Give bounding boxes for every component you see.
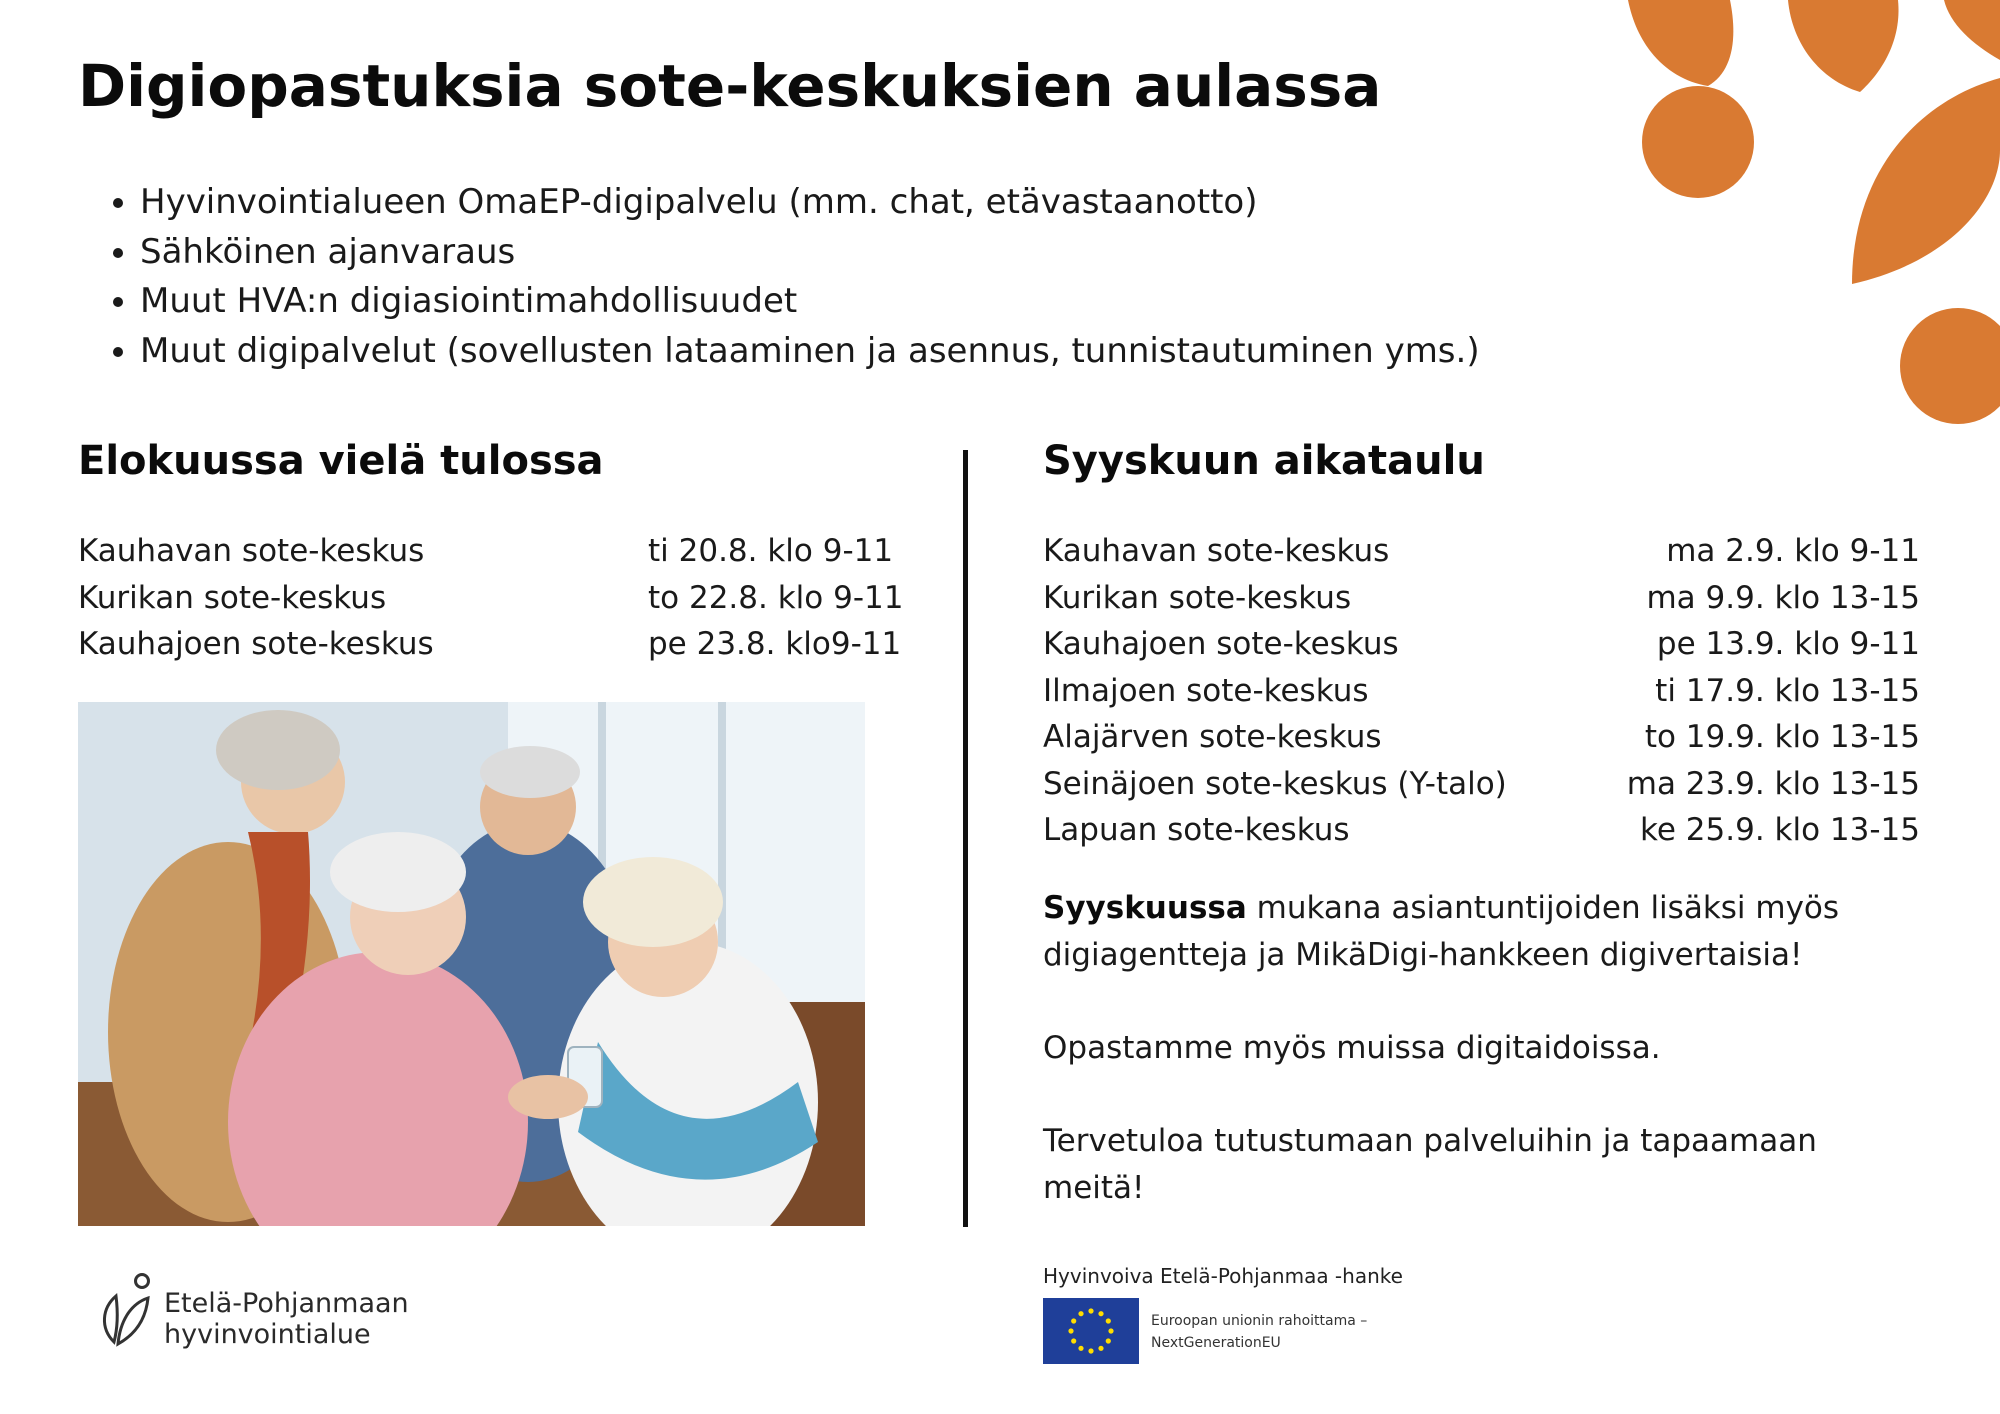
eu-funding-line: NextGenerationEU [1151, 1335, 1281, 1351]
schedule-time: ma 2.9. klo 9-11 [1666, 533, 1920, 569]
org-name [164, 1288, 409, 1350]
schedule-location: Alajärven sote-keskus [1043, 719, 1382, 755]
schedule-location: Kauhavan sote-keskus [78, 533, 425, 569]
schedule-location: Kurikan sote-keskus [1043, 579, 1352, 616]
august-schedule [78, 528, 904, 668]
schedule-time: pe 23.8. klo9-11 [648, 626, 902, 662]
list-item: • Hyvinvointialueen OmaEP-digipalvelu (mm. chat, etävastaanotto) [140, 178, 1480, 228]
list-item: • Sähköinen ajanvaraus [140, 228, 1480, 278]
column-divider [963, 450, 968, 1227]
schedule-location: Kauhavan sote-keskus [1043, 533, 1390, 569]
org-logo [96, 1272, 496, 1352]
september-heading: Syyskuun aikataulu [1043, 438, 1485, 484]
schedule-row [1043, 761, 1920, 808]
org-name-line: Etelä-Pohjanmaan [164, 1288, 409, 1319]
project-label: Hyvinvoiva Etelä-Pohjanmaa -hanke [1043, 1264, 1403, 1288]
page-title: Digiopastuksia sote-keskuksien aulassa [78, 52, 1382, 120]
schedule-location: Kurikan sote-keskus [78, 579, 387, 616]
schedule-time: to 22.8. klo 9-11 [648, 579, 904, 616]
leaf-circle-decoration-icon [1620, 0, 2000, 430]
schedule-row [1043, 528, 1920, 575]
intro-bullet-list [100, 178, 1480, 376]
schedule-row [78, 528, 894, 575]
eu-funding-line: Euroopan unionin rahoittama – [1151, 1313, 1368, 1329]
schedule-time: ma 9.9. klo 13-15 [1646, 579, 1920, 616]
eu-flag-icon [1043, 1298, 1139, 1364]
seniors-photo [78, 702, 865, 1226]
schedule-row [1043, 621, 1920, 668]
note-paragraph: Opastamme myös muissa digitaidoissa. [1043, 1030, 1661, 1066]
schedule-location: Kauhajoen sote-keskus [1043, 626, 1399, 662]
schedule-row [78, 575, 904, 622]
schedule-time: ti 17.9. klo 13-15 [1655, 672, 1920, 709]
schedule-time: pe 13.9. klo 9-11 [1656, 626, 1920, 662]
schedule-row [1043, 575, 1920, 622]
schedule-row [1043, 807, 1920, 854]
september-schedule [1043, 528, 1920, 854]
note-paragraph: Tervetuloa tutustumaan palveluihin ja tapaamaan meitä! [1043, 1123, 1817, 1206]
schedule-time: to 19.9. klo 13-15 [1644, 719, 1920, 755]
org-name-line: hyvinvointialue [164, 1319, 371, 1350]
schedule-location: Seinäjoen sote-keskus (Y-talo) [1043, 765, 1507, 802]
schedule-row [1043, 668, 1920, 715]
seniors-illustration [78, 702, 865, 1226]
note-highlight: Syyskuussa [1043, 890, 1247, 926]
list-item: • Muut HVA:n digiasiointimahdollisuudet [140, 277, 1480, 327]
august-heading: Elokuussa vielä tulossa [78, 438, 604, 484]
schedule-location: Lapuan sote-keskus [1043, 812, 1350, 848]
eu-funding-badge [1043, 1298, 1383, 1366]
schedule-time: ma 23.9. klo 13-15 [1626, 765, 1920, 802]
list-item: • Muut digipalvelut (sovellusten lataaminen ja asennus, tunnistautuminen yms.) [140, 327, 1480, 377]
info-notes [1043, 885, 1923, 1258]
schedule-location: Kauhajoen sote-keskus [78, 626, 434, 662]
eu-funding-text [1151, 1310, 1367, 1354]
schedule-row [1043, 714, 1920, 761]
schedule-time: ti 20.8. klo 9-11 [648, 533, 894, 569]
note-paragraph [1043, 885, 1923, 979]
schedule-row [78, 621, 902, 668]
schedule-time: ke 25.9. klo 13-15 [1640, 812, 1920, 848]
note-text: mukana asiantuntijoiden lisäksi myös digiagentteja ja MikäDigi-hankkeen digivertaisia! [1043, 890, 1840, 973]
leaf-person-icon [96, 1272, 156, 1352]
schedule-location: Ilmajoen sote-keskus [1043, 672, 1369, 709]
